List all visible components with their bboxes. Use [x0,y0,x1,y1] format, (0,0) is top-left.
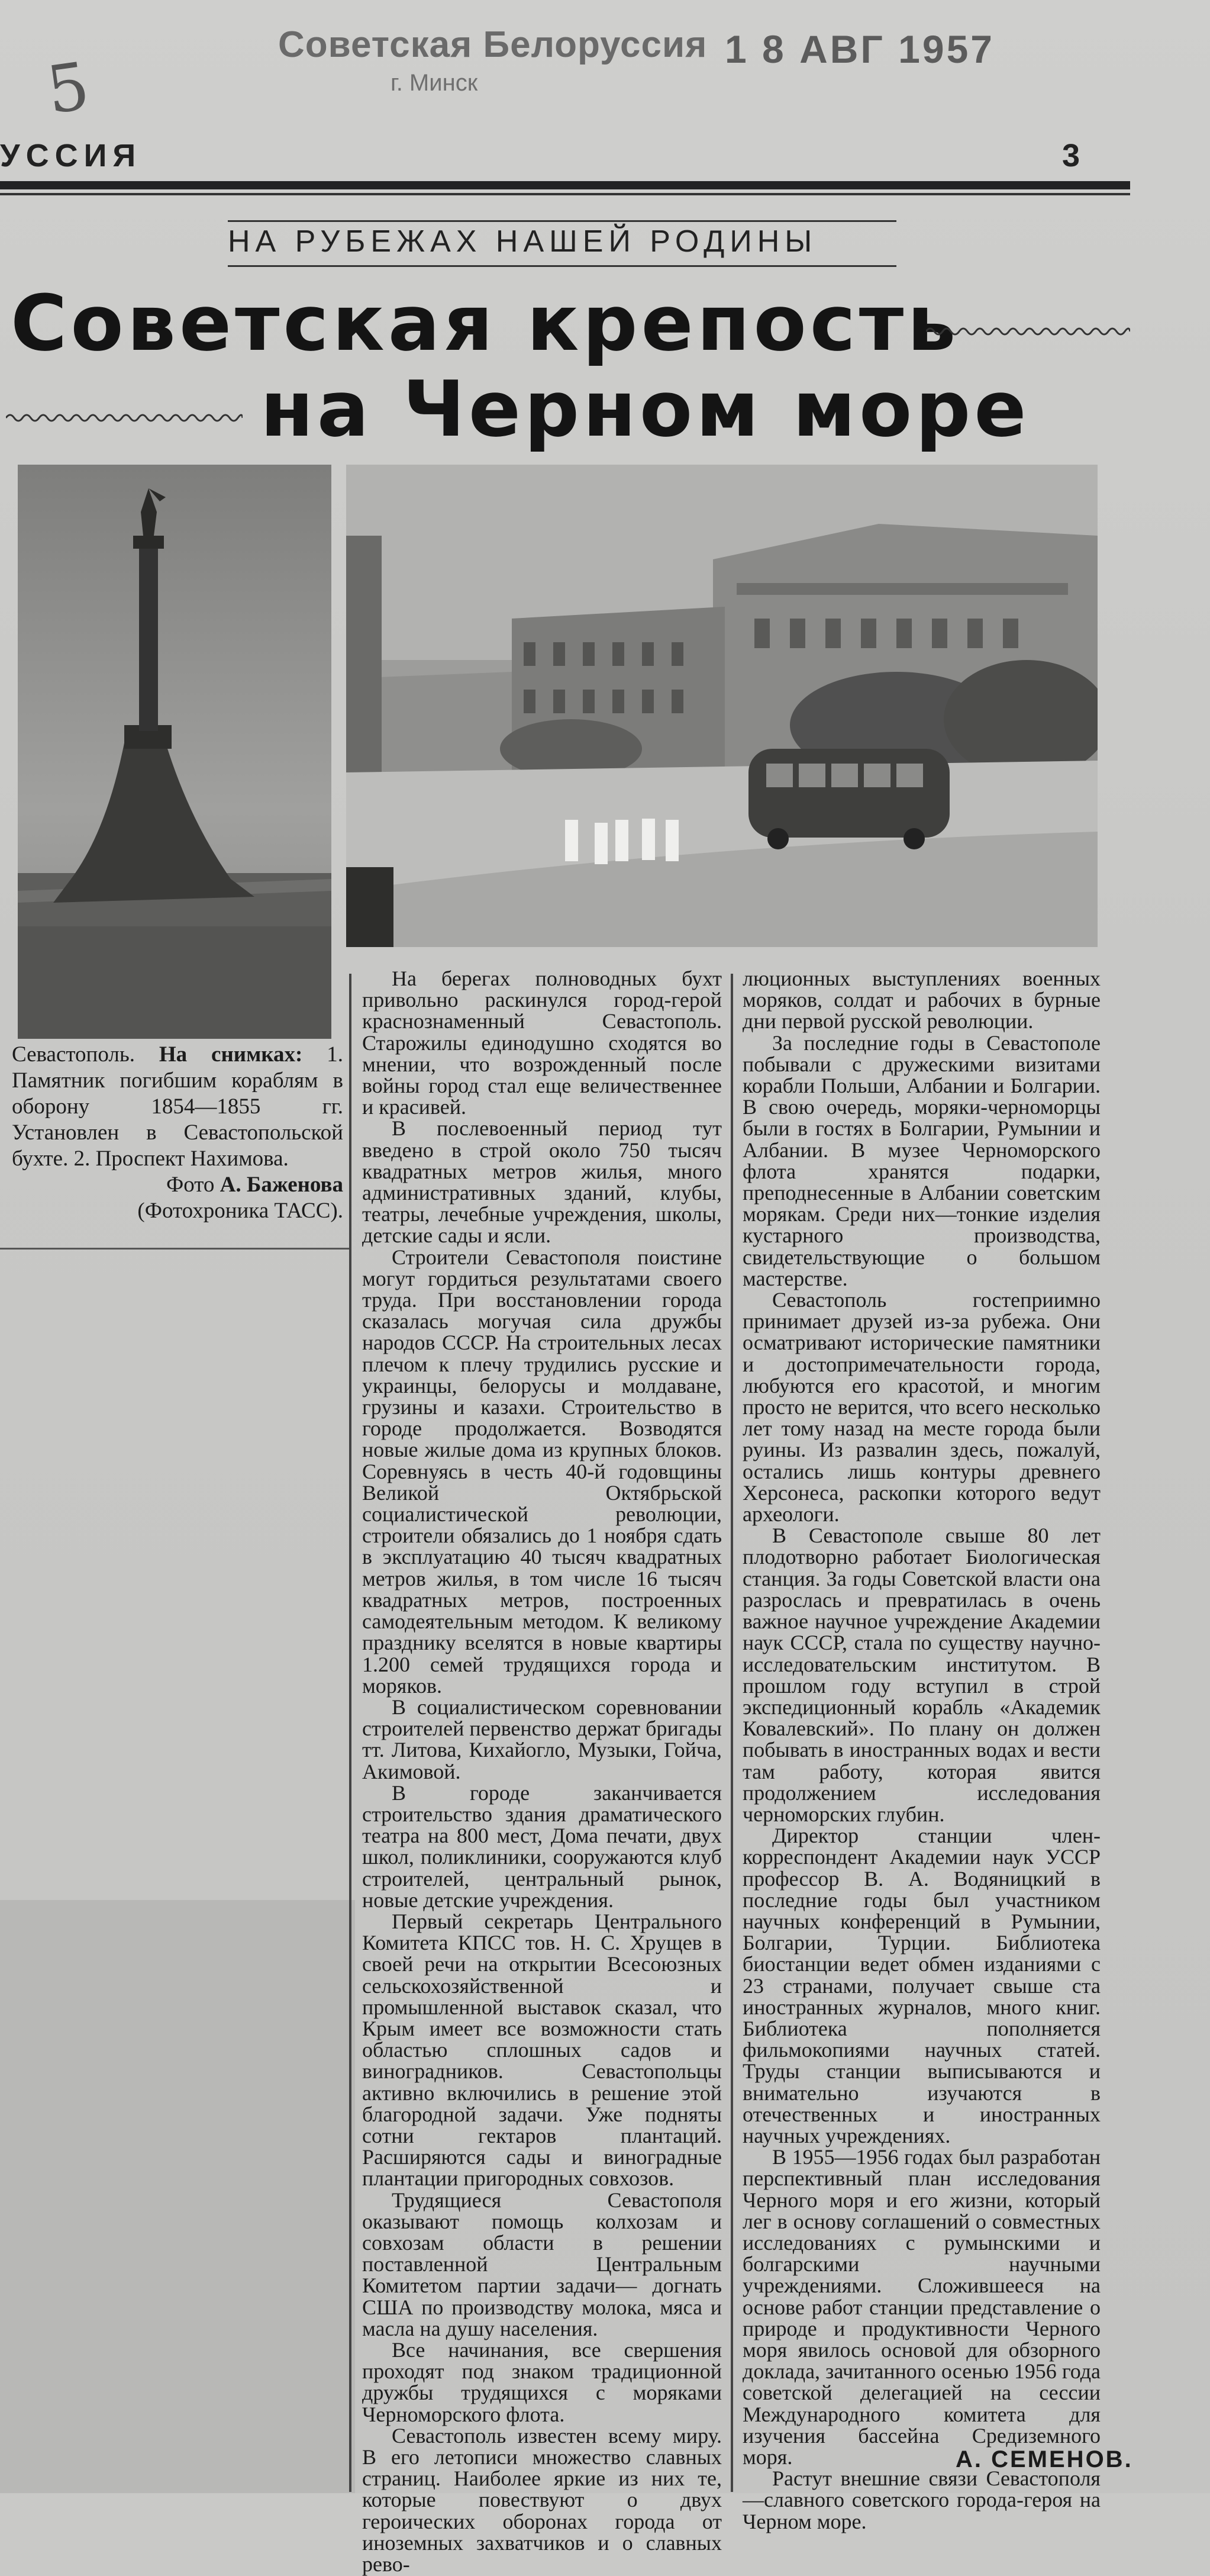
header-rule [0,181,1130,189]
headline-line-2: на Черном море [260,364,1030,454]
paragraph: Директор станции член-корреспондент Академии наук УССР профессор В. А. Водяницкий в последние годы был участником научных конференций в Румынии, Болгарии, Турции. Библиотека биостанции ведет обмен изданиями с 23 странами, получает свыше ста иностранных журналов, много книг. Библиотека пополняется фильмокопиями научных статей. Труды станции выписываются и внимательно изучаются в отечественных и иностранных научных учреждениях. [743,1824,1101,2147]
paragraph: Строители Севастополя поистине могут гордиться результатами своего труда. При восстановлении города сказалась могучая сила дружбы народов СССР. На строительных лесах плечом к плечу трудились русские и украинцы, белорусы и молдаване, грузины и казахи. Строительство в городе продолжается. Возводятся новые жилые дома из крупных блоков. Соревнуясь в честь 40-й годовщины Великой Октябрьской социалистической революции, строители обязались до 1 ноября сдать в эксплуатацию 40 тысяч квадратных метров жилья, в том числе 16 тысяч квадратных метров, построенных самодеятельным методом. К великому празднику вселятся в новые квартиры 1.200 семей трудящихся города и моряков. [362,1245,722,1698]
paragraph: Севастополь гостеприимно принимает друзей из-за рубежа. Они осматривают исторические памятники и достопримечательности города, любуются его красотой, и многим просто не верится, что всего несколько лет тому назад на месте города были руины. Из развалин здесь, пожалуй, остались лишь контуры древнего Херсонеса, раскопки которого ведут археологи. [743,1288,1101,1527]
caption-credit-label: Фото [166,1173,215,1197]
rubric-rule-top [228,220,896,222]
paragraph-continued: люционных выступлениях военных моряков, солдат и рабочих в бурные дни первой русской революции. [743,967,1101,1033]
newspaper-header-name: УССИЯ [0,138,142,173]
pencil-mark: 5 [42,47,94,129]
header-rule-thin [0,193,1130,195]
article-column-right [743,968,1101,2532]
caption-lead: Севастополь. [12,1042,135,1067]
author-signature: А. СЕМЕНОВ. [956,2446,1133,2472]
paragraph: На берегах полноводных бухт привольно раскинулся город-герой краснознаменный Севастополь. Старожилы единодушно сходятся во мнении, что возрожденный после войны город стал еще величественнее и красивей. [362,967,722,1119]
avenue-illustration [346,465,1098,947]
caption-credit-agency: (Фотохроника ТАСС). [137,1199,343,1223]
paragraph: В социалистическом соревновании строителей первенство держат бригады тт. Литова, Кихайогло, Музыки, Гойча, Акимовой. [362,1695,722,1783]
caption-credit [12,1172,343,1224]
paragraph: Севастополь известен всему миру. В его летописи множество славных страниц. Наиболее яркие из них те, которые повествуют о двух героических оборонах города от иноземных захватчиков и о славных рево- [362,2423,722,2576]
caption-label: На снимках: [159,1042,303,1067]
photo-monument [18,465,331,1039]
page-number: 3 [1062,138,1080,173]
paragraph: В послевоенный период тут введено в строй около 750 тысяч квадратных метров жилья, много административных зданий, клубы, театры, лечебные учреждения, школы, детские сады и ясли. [362,1116,722,1248]
column-separator-right [731,974,733,2492]
headline-ornament-right [926,324,1130,339]
paragraph: В 1955—1956 годах был разработан перспективный план исследования Черного моря и его жизни, который лег в основу соглашений о совместных исследованиях с румынскими и болгарскими научными учреждениями. Сложившееся на основе работ станции представление о природе и продуктивности Черного моря явилось основой для обзорного доклада, зачитанного осенью 1956 года советской делегацией на сессии Международного комитета для изучения бассейна Средиземного моря. [743,2145,1101,2469]
article-column-left [362,968,722,2575]
rubric: НА РУБЕЖАХ НАШЕЙ РОДИНЫ [228,224,818,259]
rubric-rule-bottom [228,265,896,267]
stamp-city: г. Минск [391,70,478,96]
headline-line-1: Советская крепость [11,278,960,368]
paragraph: За последние годы в Севастополе побывали с дружескими визитами корабли Польши, Албании и Болгарии. В свою очередь, моряки-черноморцы были в гостях в Болгарии, Румынии и Албании. В музее Черноморского флота хранятся подарки, преподнесенные в Албании советским морякам. Среди них—тонкие изделия кустарного производства, свидетельствующие о большом мастерстве. [743,1031,1101,1290]
stamp-newspaper-name: Советская Белоруссия [278,24,708,65]
photo-nakhimov-avenue [346,465,1098,947]
photo-caption [12,1042,343,1224]
paragraph: Трудящиеся Севастополя оказывают помощь колхозам и совхозам области в решении поставленной Центральным Комитетом партии задачи— догнать США по производству молока, мяса и масла на душу населения. [362,2188,722,2340]
caption-credit-name: А. Баженова [220,1173,343,1197]
paragraph: Первый секретарь Центрального Комитета КПСС тов. Н. С. Хрущев в своей речи на открытии Всесоюзных сельскохозяйственной и промышленной выставок сказал, что Крым имеет все возможности стать областью сплошных садов и виноградников. Севастопольцы активно включились в решение этой благородной задачи. Уже подняты сотни гектаров плантаций. Расширяются сады и виноградные плантации пригородных совхозов. [362,1909,722,2191]
caption-body: 1. Памятник погибшим кораблям в оборону 1854—1855 гг. Установлен в Севастопольской бухте. 2. Проспект Нахимова. [12,1042,344,1171]
caption-rule [0,1248,349,1250]
paragraph: Все начинания, все свершения проходят под знаком традиционной дружбы трудящихся с моряками Черноморского флота. [362,2338,722,2426]
paragraph: В городе заканчивается строительство здания драматического театра на 800 мест, Дома печати, двух школ, поликлиники, сооружаются клуб строителей, центральный рынок, новые детские учреждения. [362,1780,722,1912]
column-separator-left [349,974,351,2492]
paragraph: Растут внешние связи Севастополя—славного советского города-героя на Черном море. [743,2466,1101,2533]
monument-illustration [18,465,331,1039]
paragraph: В Севастополе свыше 80 лет плодотворно работает Биологическая станция. За годы Советской власти она разрослась и превратилась в очень важное научное учреждение Академии наук СССР, стала по существу научно-исследовательским институтом. В прошлом году вступил в строй экспедиционный корабль «Академик Ковалевский». По плану он должен побывать в иностранных водах и вести там работу, которая явится продолжением исследования черноморских глубин. [743,1524,1101,1826]
headline-ornament-left [6,411,243,425]
stamp-date: 1 8 АВГ 1957 [725,27,995,71]
paper-shadow [0,1900,355,2493]
